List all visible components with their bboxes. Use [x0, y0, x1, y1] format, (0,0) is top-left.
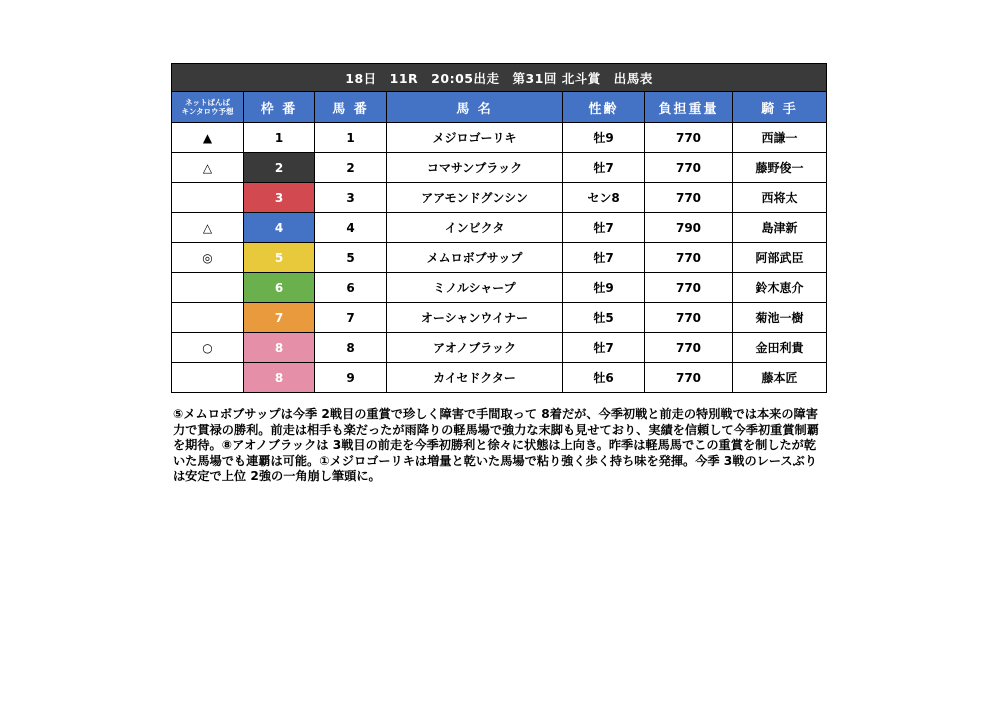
table-body: [172, 123, 827, 393]
header-sex-age: 性齢: [563, 92, 645, 123]
table-row: [172, 303, 827, 333]
horse-name: コマサンブラック: [387, 153, 563, 183]
jockey-name: 島津新: [733, 213, 827, 243]
waku-number: 6: [244, 273, 315, 303]
horse-name: メムロボブサップ: [387, 243, 563, 273]
jockey-name: 西将太: [733, 183, 827, 213]
horse-number: 7: [315, 303, 387, 333]
prediction-mark: [172, 363, 244, 393]
horse-number: 5: [315, 243, 387, 273]
horse-number: 6: [315, 273, 387, 303]
table-row: [172, 243, 827, 273]
weight: 770: [645, 273, 733, 303]
horse-number: 8: [315, 333, 387, 363]
horse-name: インビクタ: [387, 213, 563, 243]
horse-name: オーシャンウイナー: [387, 303, 563, 333]
waku-number: 2: [244, 153, 315, 183]
prediction-mark: ○: [172, 333, 244, 363]
header-jockey: 騎 手: [733, 92, 827, 123]
race-comment: ⑤メムロボブサップは今季 2戦目の重賞で珍しく障害で手間取って 8着だが、今季初戦と前走の特別戦では本来の障害力で貫禄の勝利。前走は相手も楽だったが雨降りの軽馬場で強力な末脚も見せており、実績を信頼して今季初重賞制覇を期待。⑧アオノブラックは 3戦目の前走を今季初勝利と徐々に状態は上向き。昨季は軽馬馬でこの重賞を制したが乾いた馬場でも連覇は可能。①メジロゴーリキは増量と乾いた馬場で粘り強く歩く持ち味を発揮。今季 3戦のレースぶりは安定で上位 2強の一角崩し筆頭に。: [173, 407, 819, 483]
prediction-mark: [172, 303, 244, 333]
sex-age: 牡7: [563, 243, 645, 273]
header-weight: 負担重量: [645, 92, 733, 123]
weight: 770: [645, 183, 733, 213]
header-prediction-label: ネットぱんば キンタロウ予想: [181, 98, 234, 116]
sex-age: 牡6: [563, 363, 645, 393]
table-row: [172, 273, 827, 303]
race-entry-table: [171, 63, 827, 393]
waku-number: 4: [244, 213, 315, 243]
waku-number: 8: [244, 363, 315, 393]
horse-name: アオノブラック: [387, 333, 563, 363]
table-row: [172, 123, 827, 153]
jockey-name: 阿部武臣: [733, 243, 827, 273]
sex-age: 牡7: [563, 333, 645, 363]
waku-number: 1: [244, 123, 315, 153]
sex-age: 牡7: [563, 213, 645, 243]
prediction-mark: [172, 273, 244, 303]
table-row: [172, 153, 827, 183]
prediction-mark: △: [172, 213, 244, 243]
table-row: [172, 183, 827, 213]
jockey-name: 金田利貴: [733, 333, 827, 363]
sex-age: 牡9: [563, 123, 645, 153]
weight: 770: [645, 363, 733, 393]
sex-age: 牡9: [563, 273, 645, 303]
sex-age: セン8: [563, 183, 645, 213]
weight: 770: [645, 333, 733, 363]
waku-number: 8: [244, 333, 315, 363]
jockey-name: 藤本匠: [733, 363, 827, 393]
horse-number: 2: [315, 153, 387, 183]
waku-number: 5: [244, 243, 315, 273]
prediction-mark: △: [172, 153, 244, 183]
header-waku: 枠 番: [244, 92, 315, 123]
jockey-name: 西謙一: [733, 123, 827, 153]
prediction-mark: [172, 183, 244, 213]
weight: 770: [645, 243, 733, 273]
sex-age: 牡5: [563, 303, 645, 333]
horse-number: 9: [315, 363, 387, 393]
weight: 770: [645, 303, 733, 333]
horse-name: メジロゴーリキ: [387, 123, 563, 153]
weight: 770: [645, 123, 733, 153]
weight: 770: [645, 153, 733, 183]
race-title: 18日 11R 20:05出走 第31回 北斗賞 出馬表: [172, 64, 827, 92]
jockey-name: 鈴木恵介: [733, 273, 827, 303]
jockey-name: 菊池一樹: [733, 303, 827, 333]
horse-name: カイセドクター: [387, 363, 563, 393]
weight: 790: [645, 213, 733, 243]
table-row: [172, 333, 827, 363]
waku-number: 3: [244, 183, 315, 213]
horse-name: ミノルシャープ: [387, 273, 563, 303]
horse-number: 4: [315, 213, 387, 243]
table-row: [172, 213, 827, 243]
horse-number: 1: [315, 123, 387, 153]
jockey-name: 藤野俊一: [733, 153, 827, 183]
header-umaban: 馬 番: [315, 92, 387, 123]
header-horse-name: 馬 名: [387, 92, 563, 123]
prediction-mark: ◎: [172, 243, 244, 273]
table-title-row: [172, 64, 827, 92]
horse-number: 3: [315, 183, 387, 213]
sex-age: 牡7: [563, 153, 645, 183]
horse-name: アアモンドグンシン: [387, 183, 563, 213]
table-row: [172, 363, 827, 393]
prediction-mark: ▲: [172, 123, 244, 153]
waku-number: 7: [244, 303, 315, 333]
table-header-row: [172, 92, 827, 123]
header-prediction: [172, 92, 244, 123]
